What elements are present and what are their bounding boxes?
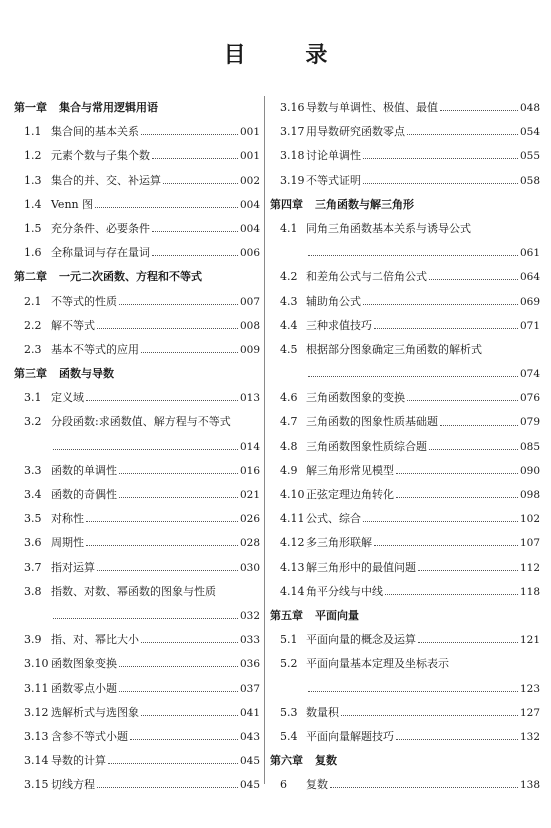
toc-entry[interactable] bbox=[270, 507, 540, 531]
toc-entry[interactable] bbox=[14, 169, 260, 193]
dot-leader bbox=[141, 133, 238, 135]
dot-leader bbox=[440, 424, 518, 426]
dot-leader bbox=[407, 399, 518, 401]
toc-entry[interactable] bbox=[270, 435, 540, 459]
section-title: 不等式证明 bbox=[306, 173, 361, 187]
dot-leader bbox=[385, 593, 518, 595]
section-number: 3.13 bbox=[24, 729, 49, 743]
page-number: 076 bbox=[519, 392, 540, 405]
page-number: 021 bbox=[239, 489, 260, 501]
dot-leader bbox=[374, 327, 518, 329]
page-number: 030 bbox=[239, 561, 260, 574]
toc-entry-continuation bbox=[270, 241, 540, 265]
section-number: 2.2 bbox=[24, 318, 42, 332]
dot-leader bbox=[95, 206, 238, 208]
toc-entry[interactable] bbox=[14, 773, 260, 797]
chapter-title: 平面向量 bbox=[315, 608, 359, 622]
dot-leader bbox=[152, 254, 238, 256]
section-title: 导数与单调性、极值、最值 bbox=[306, 101, 438, 114]
section-title: 讨论单调性 bbox=[306, 149, 361, 163]
section-title: 和差角公式与二倍角公式 bbox=[306, 270, 427, 284]
dot-leader bbox=[119, 665, 238, 667]
dot-leader bbox=[341, 714, 518, 716]
section-title: 解三角形常见模型 bbox=[306, 463, 394, 477]
toc-left-column bbox=[14, 96, 260, 797]
dot-leader bbox=[330, 786, 518, 788]
toc-entry[interactable] bbox=[270, 314, 540, 338]
section-number: 4.12 bbox=[280, 536, 305, 550]
toc-entry[interactable] bbox=[270, 290, 540, 314]
toc-entry[interactable] bbox=[270, 773, 540, 797]
section-number: 4.9 bbox=[280, 463, 298, 477]
toc-entry[interactable] bbox=[270, 701, 540, 725]
section-title: 切线方程 bbox=[51, 778, 95, 792]
dot-leader bbox=[308, 254, 518, 256]
toc-entry[interactable] bbox=[14, 701, 260, 725]
column-divider bbox=[264, 96, 265, 784]
section-title: 辅助角公式 bbox=[306, 294, 361, 308]
section-title: 元素个数与子集个数 bbox=[51, 149, 150, 163]
page-number: 006 bbox=[239, 247, 260, 260]
chapter-title: 复数 bbox=[315, 754, 337, 768]
toc-entry[interactable] bbox=[270, 628, 540, 652]
toc-entry[interactable] bbox=[270, 580, 540, 604]
section-number: 3.2 bbox=[24, 415, 42, 429]
section-title: 全称量词与存在量词 bbox=[51, 246, 150, 260]
toc-entry[interactable] bbox=[14, 725, 260, 749]
dot-leader bbox=[163, 182, 238, 184]
toc-entry[interactable] bbox=[14, 217, 260, 241]
section-title: 指对运算 bbox=[51, 560, 95, 574]
dot-leader bbox=[119, 496, 238, 498]
section-number: 3.7 bbox=[24, 560, 42, 574]
section-number: 4.10 bbox=[280, 488, 305, 501]
page-number: 041 bbox=[239, 706, 260, 719]
toc-entry-continuation bbox=[270, 362, 540, 386]
toc-entry[interactable] bbox=[270, 531, 540, 555]
dot-leader bbox=[363, 303, 518, 305]
toc-entry[interactable] bbox=[14, 410, 260, 458]
toc-entry[interactable] bbox=[14, 749, 260, 773]
chapter-heading bbox=[14, 265, 260, 289]
toc-entry[interactable] bbox=[14, 580, 260, 628]
page-number: 014 bbox=[239, 440, 260, 453]
page-number: 112 bbox=[519, 561, 540, 574]
section-title: 指、对、幂比大小 bbox=[51, 633, 139, 647]
section-number: 3.17 bbox=[280, 125, 305, 139]
toc-entry[interactable] bbox=[270, 144, 540, 168]
toc-entry[interactable] bbox=[14, 144, 260, 168]
dot-leader bbox=[440, 109, 518, 111]
chapter-heading bbox=[270, 604, 540, 628]
section-number: 1.6 bbox=[24, 246, 42, 260]
toc-entry[interactable] bbox=[14, 338, 260, 362]
section-title: 函数零点小题 bbox=[51, 681, 117, 695]
page-number: 043 bbox=[239, 730, 260, 743]
dot-leader bbox=[119, 690, 238, 692]
section-title: 正弦定理边角转化 bbox=[306, 488, 394, 501]
page-number: 069 bbox=[519, 295, 540, 308]
section-title: 周期性 bbox=[51, 536, 84, 550]
dot-leader bbox=[130, 738, 238, 740]
dot-leader bbox=[141, 641, 238, 643]
toc-right-column bbox=[270, 96, 540, 797]
chapter-title: 一元二次函数、方程和不等式 bbox=[59, 270, 202, 284]
page-number: 064 bbox=[519, 271, 540, 284]
section-title: 含参不等式小题 bbox=[51, 729, 128, 743]
page-number: 016 bbox=[239, 464, 260, 477]
page-number: 002 bbox=[239, 174, 260, 187]
page-number: 138 bbox=[519, 779, 540, 792]
chapter-number: 第一章 bbox=[14, 101, 47, 114]
section-title: 函数的奇偶性 bbox=[51, 488, 117, 501]
section-number: 3.11 bbox=[24, 681, 49, 695]
dot-leader bbox=[308, 690, 518, 692]
toc-entry[interactable] bbox=[270, 338, 540, 386]
section-number: 6 bbox=[280, 778, 287, 792]
section-number: 4.8 bbox=[280, 439, 298, 453]
section-title: 角平分线与中线 bbox=[306, 584, 383, 598]
page-number: 123 bbox=[519, 682, 540, 695]
section-number: 3.9 bbox=[24, 633, 42, 647]
dot-leader bbox=[152, 230, 238, 232]
section-number: 3.3 bbox=[24, 463, 42, 477]
page-number: 102 bbox=[519, 513, 540, 526]
section-title: 函数图象变换 bbox=[51, 657, 117, 671]
page-number: 028 bbox=[239, 537, 260, 550]
section-number: 3.1 bbox=[24, 391, 42, 405]
toc-entry-continuation bbox=[270, 677, 540, 701]
section-number: 3.14 bbox=[24, 754, 49, 768]
chapter-number: 第五章 bbox=[270, 608, 303, 622]
section-title: 平面向量的概念及运算 bbox=[306, 633, 416, 647]
toc-entry[interactable] bbox=[270, 120, 540, 144]
toc-entry[interactable] bbox=[270, 483, 540, 507]
section-title: 解三角形中的最值问题 bbox=[306, 560, 416, 574]
section-number: 4.5 bbox=[280, 342, 298, 356]
page-number: 013 bbox=[239, 392, 260, 405]
section-title: 集合间的基本关系 bbox=[51, 125, 139, 139]
dot-leader bbox=[86, 399, 238, 401]
page-number: 045 bbox=[239, 779, 260, 792]
chapter-heading bbox=[270, 749, 540, 773]
dot-leader bbox=[86, 520, 238, 522]
section-title: Venn 图 bbox=[51, 197, 94, 211]
section-number: 5.2 bbox=[280, 657, 298, 671]
section-number: 4.7 bbox=[280, 415, 298, 429]
section-title: 定义域 bbox=[51, 391, 84, 405]
toc-entry-line bbox=[270, 217, 540, 241]
dot-leader bbox=[374, 544, 518, 546]
dot-leader bbox=[396, 738, 518, 740]
section-title: 解不等式 bbox=[51, 318, 95, 332]
chapter-heading bbox=[270, 193, 540, 217]
chapter-title: 函数与导数 bbox=[59, 367, 114, 381]
section-number: 3.5 bbox=[24, 512, 42, 526]
toc-entry[interactable] bbox=[270, 169, 540, 193]
toc-entry[interactable] bbox=[270, 96, 540, 120]
toc-entry[interactable] bbox=[14, 120, 260, 144]
page-number: 001 bbox=[239, 150, 260, 163]
toc-entry[interactable] bbox=[14, 677, 260, 701]
page-number: 074 bbox=[519, 368, 540, 381]
toc-entry[interactable] bbox=[270, 265, 540, 289]
dot-leader bbox=[429, 278, 518, 280]
page-number: 054 bbox=[519, 126, 540, 139]
section-number: 1.2 bbox=[24, 149, 42, 163]
section-title: 三角函数的图象性质基础题 bbox=[306, 415, 438, 429]
section-number: 3.15 bbox=[24, 778, 49, 792]
section-number: 4.4 bbox=[280, 318, 298, 332]
section-number: 4.2 bbox=[280, 270, 298, 284]
toc-entry-line bbox=[270, 338, 540, 362]
dot-leader bbox=[97, 327, 238, 329]
section-title: 选解析式与选图象 bbox=[51, 705, 139, 719]
page-number: 045 bbox=[239, 755, 260, 768]
toc-entry-line bbox=[14, 580, 260, 604]
dot-leader bbox=[97, 786, 238, 788]
page-number: 098 bbox=[519, 489, 540, 501]
section-number: 5.3 bbox=[280, 705, 298, 719]
section-title: 函数的单调性 bbox=[51, 463, 117, 477]
section-number: 2.3 bbox=[24, 342, 42, 356]
page-number: 009 bbox=[239, 343, 260, 356]
section-title: 分段函数:求函数值、解方程与不等式 bbox=[51, 415, 231, 429]
page-number: 033 bbox=[239, 634, 260, 647]
toc-entry[interactable] bbox=[14, 628, 260, 652]
toc-entry[interactable] bbox=[270, 217, 540, 265]
toc-entry[interactable] bbox=[14, 386, 260, 410]
chapter-number: 第六章 bbox=[270, 754, 303, 768]
toc-entry[interactable] bbox=[270, 386, 540, 410]
page-number: 085 bbox=[519, 440, 540, 453]
dot-leader bbox=[97, 569, 238, 571]
page-number: 032 bbox=[239, 609, 260, 622]
dot-leader bbox=[308, 375, 518, 377]
toc-entry[interactable] bbox=[14, 531, 260, 555]
toc-entry-continuation bbox=[14, 604, 260, 628]
section-number: 1.4 bbox=[24, 197, 42, 211]
toc-entry[interactable] bbox=[270, 652, 540, 700]
section-title: 不等式的性质 bbox=[51, 294, 117, 308]
page-number: 048 bbox=[519, 102, 540, 114]
section-title: 三角函数图象的变换 bbox=[306, 391, 405, 405]
page-number: 090 bbox=[519, 464, 540, 477]
chapter-number: 第四章 bbox=[270, 197, 303, 211]
chapter-number: 第三章 bbox=[14, 367, 47, 381]
section-title: 三种求值技巧 bbox=[306, 318, 372, 332]
section-number: 3.10 bbox=[24, 657, 49, 671]
section-title: 集合的并、交、补运算 bbox=[51, 173, 161, 187]
section-number: 4.1 bbox=[280, 221, 298, 235]
toc-entry[interactable] bbox=[270, 459, 540, 483]
section-title: 平面向量解题技巧 bbox=[306, 729, 394, 743]
dot-leader bbox=[53, 448, 238, 450]
dot-leader bbox=[418, 569, 518, 571]
section-number: 3.4 bbox=[24, 488, 42, 501]
toc-entry-line bbox=[270, 652, 540, 676]
section-title: 数量积 bbox=[306, 705, 339, 719]
dot-leader bbox=[418, 641, 518, 643]
page-number: 061 bbox=[519, 247, 540, 260]
toc-entry[interactable] bbox=[14, 290, 260, 314]
page-number: 008 bbox=[239, 319, 260, 332]
page-number: 058 bbox=[519, 174, 540, 187]
dot-leader bbox=[396, 496, 518, 498]
toc-entry[interactable] bbox=[270, 410, 540, 434]
dot-leader bbox=[429, 448, 518, 450]
page-number: 055 bbox=[519, 150, 540, 163]
toc-entry[interactable] bbox=[270, 725, 540, 749]
page-number: 037 bbox=[239, 682, 260, 695]
toc-entry[interactable] bbox=[14, 483, 260, 507]
dot-leader bbox=[53, 617, 238, 619]
section-number: 1.5 bbox=[24, 221, 42, 235]
toc-entry[interactable] bbox=[270, 556, 540, 580]
section-title: 指数、对数、幂函数的图象与性质 bbox=[51, 584, 216, 598]
dot-leader bbox=[141, 714, 238, 716]
section-title: 复数 bbox=[306, 778, 328, 792]
page-number: 127 bbox=[519, 706, 540, 719]
dot-leader bbox=[363, 157, 518, 159]
dot-leader bbox=[108, 762, 238, 764]
toc-entry[interactable] bbox=[14, 459, 260, 483]
section-title: 三角函数图象性质综合题 bbox=[306, 439, 427, 453]
page-number: 004 bbox=[239, 222, 260, 235]
section-number: 4.3 bbox=[280, 294, 298, 308]
section-number: 4.14 bbox=[280, 584, 305, 598]
section-number: 1.1 bbox=[24, 125, 42, 139]
section-title: 基本不等式的应用 bbox=[51, 342, 139, 356]
section-number: 3.18 bbox=[280, 149, 305, 163]
toc-entry[interactable] bbox=[14, 556, 260, 580]
chapter-heading bbox=[14, 362, 260, 386]
page-number: 121 bbox=[519, 634, 540, 647]
toc-entry[interactable] bbox=[14, 193, 260, 217]
dot-leader bbox=[141, 351, 238, 353]
section-title: 根据部分图象确定三角函数的解析式 bbox=[306, 342, 482, 356]
dot-leader bbox=[363, 182, 518, 184]
section-number: 3.6 bbox=[24, 536, 42, 550]
section-title: 对称性 bbox=[51, 512, 84, 526]
dot-leader bbox=[396, 472, 518, 474]
section-number: 3.8 bbox=[24, 584, 42, 598]
chapter-title: 集合与常用逻辑用语 bbox=[59, 101, 158, 114]
page-title: 目 录 bbox=[223, 43, 354, 68]
dot-leader bbox=[407, 133, 518, 135]
page-number: 004 bbox=[239, 198, 260, 211]
chapter-title: 三角函数与解三角形 bbox=[315, 197, 414, 211]
page-number: 036 bbox=[239, 658, 260, 671]
toc-entry-continuation bbox=[14, 435, 260, 459]
section-number: 3.12 bbox=[24, 705, 49, 719]
toc-entry[interactable] bbox=[14, 652, 260, 676]
section-title: 导数的计算 bbox=[51, 754, 106, 768]
section-title: 同角三角函数基本关系与诱导公式 bbox=[306, 221, 471, 235]
section-title: 多三角形联解 bbox=[306, 536, 372, 550]
dot-leader bbox=[86, 544, 238, 546]
section-number: 5.1 bbox=[280, 633, 298, 647]
section-number: 4.11 bbox=[280, 512, 305, 526]
section-number: 3.19 bbox=[280, 173, 305, 187]
page-number: 132 bbox=[519, 730, 540, 743]
dot-leader bbox=[119, 303, 238, 305]
chapter-heading bbox=[14, 96, 260, 120]
dot-leader bbox=[119, 472, 238, 474]
section-number: 1.3 bbox=[24, 173, 42, 187]
chapter-number: 第二章 bbox=[14, 270, 47, 284]
section-number: 5.4 bbox=[280, 729, 298, 743]
page-number: 026 bbox=[239, 513, 260, 526]
section-number: 3.16 bbox=[280, 101, 305, 114]
section-title: 平面向量基本定理及坐标表示 bbox=[306, 657, 449, 671]
dot-leader bbox=[363, 520, 518, 522]
section-number: 4.13 bbox=[280, 560, 305, 574]
page-number: 107 bbox=[519, 537, 540, 550]
page-number: 007 bbox=[239, 295, 260, 308]
dot-leader bbox=[152, 157, 238, 159]
section-title: 充分条件、必要条件 bbox=[51, 221, 150, 235]
page-number: 001 bbox=[239, 126, 260, 139]
section-title: 用导数研究函数零点 bbox=[306, 125, 405, 139]
page-number: 071 bbox=[519, 319, 540, 332]
page-number: 118 bbox=[519, 585, 540, 598]
page-number: 079 bbox=[519, 416, 540, 429]
section-number: 4.6 bbox=[280, 391, 298, 405]
toc-entry[interactable] bbox=[14, 507, 260, 531]
section-number: 2.1 bbox=[24, 294, 42, 308]
toc-entry[interactable] bbox=[14, 241, 260, 265]
toc-entry[interactable] bbox=[14, 314, 260, 338]
section-title: 公式、综合 bbox=[306, 512, 361, 526]
toc-entry-line bbox=[14, 410, 260, 434]
